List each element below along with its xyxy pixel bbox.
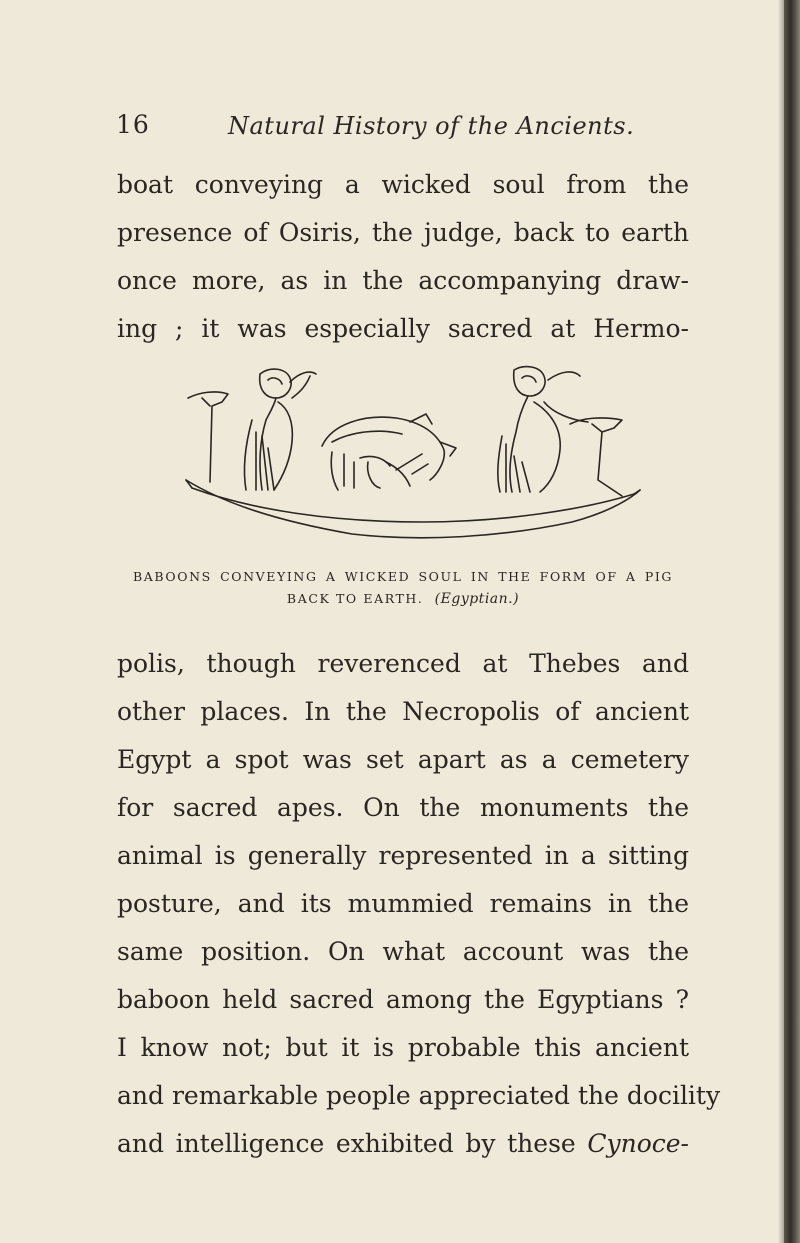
text-line: I know not; but it is probable this ancient [117, 1033, 689, 1062]
text-line: same position. On what account was the [117, 937, 689, 966]
text-line: polis, though reverenced at Thebes and [117, 649, 689, 678]
paragraph-after-figure [117, 640, 721, 1168]
text-line: and intelligence exhibited by these Cynoce- [117, 1129, 689, 1158]
caption-line: BABOONS CONVEYING A WICKED SOUL IN THE FORM OF A PIG [133, 569, 673, 584]
text-line: boat conveying a wicked soul from the [117, 170, 689, 199]
running-title: Natural History of the Ancients. [228, 112, 635, 140]
caption-line [133, 588, 673, 610]
pig-soul [322, 414, 456, 490]
figure-caption [133, 566, 673, 610]
text-line: posture, and its mummied remains in the [117, 889, 689, 918]
text-line: Egypt a spot was set apart as a cemetery [117, 745, 689, 774]
left-baboon [244, 369, 316, 490]
text-line: presence of Osiris, the judge, back to earth [117, 218, 689, 247]
italic-word: Cynoce- [587, 1129, 689, 1158]
text-line: once more, as in the accompanying draw- [117, 266, 689, 295]
right-prow-emblem [570, 418, 622, 496]
page-number: 16 [116, 110, 150, 139]
boat-deck [192, 488, 634, 522]
right-baboon [498, 367, 588, 492]
text-line: for sacred apes. On the monuments the [117, 793, 689, 822]
text-line: other places. In the Necropolis of ancient [117, 697, 689, 726]
text-line: baboon held sacred among the Egyptians ? [117, 985, 689, 1014]
left-prow-emblem [188, 392, 228, 482]
text-line: ing ; it was especially sacred at Hermo- [117, 314, 689, 343]
paragraph-before-figure [117, 161, 689, 353]
book-binding [784, 0, 800, 1243]
baboons-boat-illustration [182, 362, 642, 552]
page-header [116, 110, 716, 150]
caption-source: (Egyptian.) [434, 591, 520, 607]
text-line: animal is generally represented in a sitting [117, 841, 689, 870]
text-line: and remarkable people appreciated the docility [117, 1081, 721, 1110]
caption-text: BACK TO EARTH. [286, 591, 424, 606]
